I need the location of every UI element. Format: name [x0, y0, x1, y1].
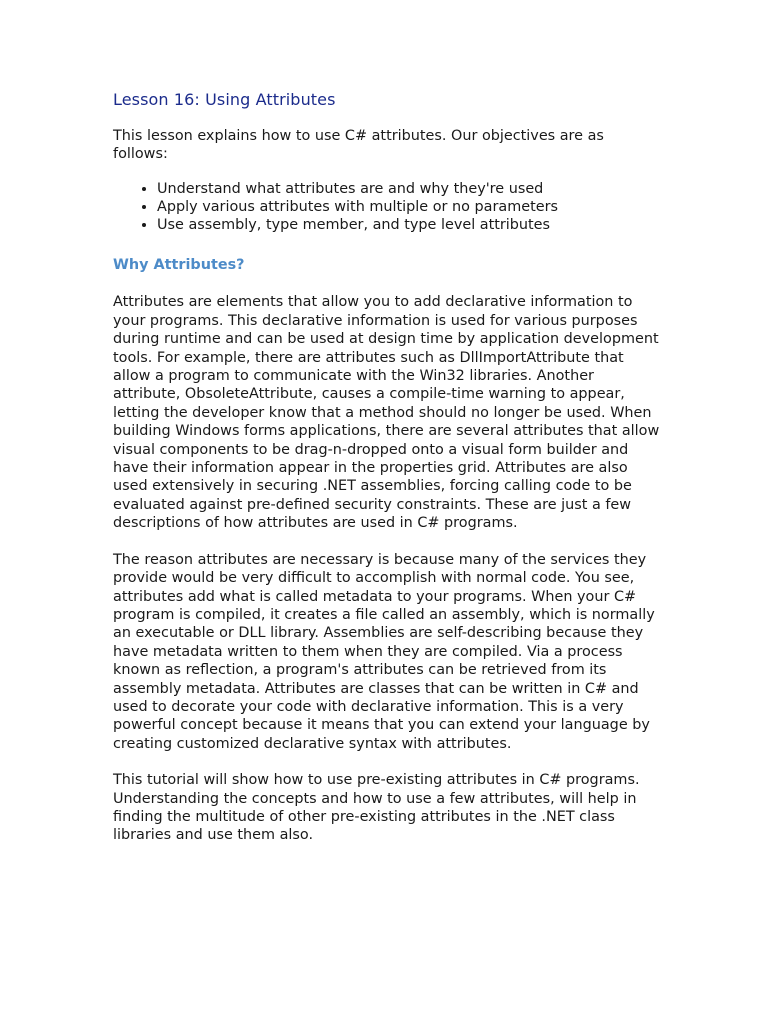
section-heading: Why Attributes?	[113, 257, 245, 274]
body-paragraph: Attributes are elements that allow you to add declarative information to your programs. This declarative information is used for various purposes during runtime and can be used at design time by application development tools. For example, there are attributes such as DllImportAttribute that allow a program to communicate with the Win32 libraries. Another attribute, ObsoleteAttribute, causes a compile-time warning to appear, letting the developer know that a method should no longer be used. When building Windows forms applications, there are several attributes that allow visual components to be drag-n-dropped onto a visual form builder and have their information appear in the properties grid. Attributes are also used extensively in securing .NET assemblies, forcing calling code to be evaluated against pre-defined security constraints. These are just a few descriptions of how attributes are used in C# programs.	[113, 294, 660, 532]
lesson-title: Lesson 16: Using Attributes	[113, 90, 336, 109]
body-paragraph: The reason attributes are necessary is because many of the services they provide would be very difficult to accomplish with normal code. You see, attributes add what is called metadata to your programs. When your C# program is compiled, it creates a file called an assembly, which is normally an executable or DLL library. Assemblies are self-describing because they have metadata written to them when they are compiled. Via a process known as reflection, a program's attributes can be retrieved from its assembly metadata. Attributes are classes that can be written in C# and used to decorate your code with declarative information. This is a very powerful concept because it means that you can extend your language by creating customized declarative syntax with attributes.	[113, 551, 655, 752]
lesson-intro: This lesson explains how to use C# attributes. Our objectives are as follows:	[113, 128, 604, 163]
objective-item: • Understand what attributes are and why they're used	[157, 180, 663, 198]
document-page	[113, 88, 663, 845]
objective-item: • Use assembly, type member, and type level attributes	[157, 216, 663, 234]
objective-item: • Apply various attributes with multiple or no parameters	[157, 198, 663, 216]
body-paragraph: This tutorial will show how to use pre-existing attributes in C# programs. Understanding the concepts and how to use a few attributes, will help in finding the multitude of other pre-existing attributes in the .NET class libraries and use them also.	[113, 772, 640, 844]
objectives-list	[113, 180, 663, 235]
